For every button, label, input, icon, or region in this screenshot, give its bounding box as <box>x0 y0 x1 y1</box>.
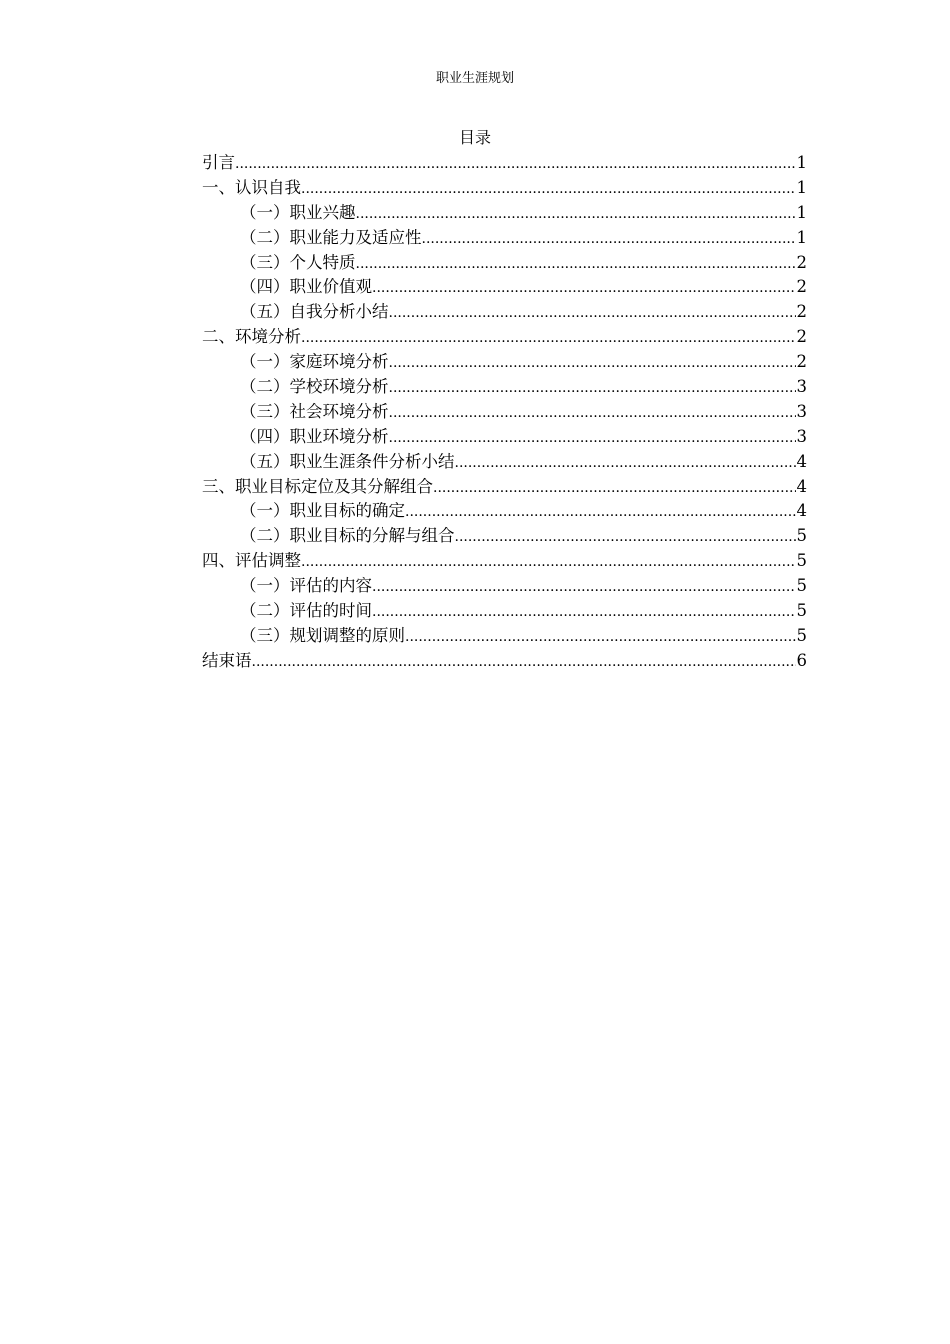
toc-entry-title: （三）规划调整的原则 <box>240 625 405 645</box>
toc-dot-leader <box>389 301 796 326</box>
page-header: 职业生涯规划 <box>435 71 514 86</box>
toc-entry-page: 4 <box>796 501 807 521</box>
toc-entry-page: 5 <box>796 551 807 571</box>
toc-entry-page: 1 <box>796 153 807 172</box>
toc-entry[interactable] <box>202 524 807 549</box>
toc-entry-title: （三）个人特质 <box>240 252 356 272</box>
toc-entry-title: （一）家庭环境分析 <box>240 352 389 372</box>
toc-entry[interactable] <box>202 350 807 375</box>
toc-entry-page: 2 <box>796 327 807 347</box>
toc-dot-leader <box>372 575 796 600</box>
toc-dot-leader <box>356 252 796 277</box>
toc-entry-title: （四）职业价值观 <box>240 277 372 297</box>
toc-dot-leader <box>372 600 796 625</box>
toc-entry[interactable] <box>202 226 807 251</box>
toc-dot-leader <box>235 152 796 177</box>
toc-dot-leader <box>389 376 796 401</box>
toc-dot-leader <box>405 500 796 525</box>
toc-entry-page: 5 <box>796 625 807 645</box>
toc-entry-page: 1 <box>796 227 807 247</box>
toc-entry-title: （二）职业目标的分解与组合 <box>240 526 455 546</box>
toc-entry-page: 2 <box>796 352 807 372</box>
toc-entry[interactable] <box>202 275 807 300</box>
toc-entry[interactable] <box>202 325 807 350</box>
toc-entry-title: 一、认识自我 <box>202 177 301 197</box>
toc-entry-page: 1 <box>796 202 807 222</box>
toc-entry-title: 三、职业目标定位及其分解组合 <box>202 476 433 496</box>
toc-entry-title: 二、环境分析 <box>202 327 301 347</box>
toc-entry[interactable] <box>202 425 807 450</box>
toc-entry-title: 四、评估调整 <box>202 551 301 571</box>
toc-entry-title: （一）职业目标的确定 <box>240 501 405 521</box>
toc-dot-leader <box>301 326 796 351</box>
toc-dot-leader <box>301 177 796 202</box>
table-of-contents <box>202 151 807 674</box>
toc-entry-page: 5 <box>796 526 807 546</box>
toc-dot-leader <box>252 650 796 675</box>
toc-entry-title: （二）学校环境分析 <box>240 377 389 397</box>
toc-entry[interactable] <box>202 450 807 475</box>
toc-entry[interactable] <box>202 375 807 400</box>
toc-entry-title: （五）职业生涯条件分析小结 <box>240 451 455 471</box>
toc-dot-leader <box>389 351 796 376</box>
toc-entry[interactable] <box>202 176 807 201</box>
toc-entry-title: （二）职业能力及适应性 <box>240 227 422 247</box>
toc-dot-leader <box>433 476 796 501</box>
toc-entry-page: 3 <box>796 426 807 446</box>
toc-entry-page: 4 <box>796 476 807 496</box>
toc-entry-title: （五）自我分析小结 <box>240 302 389 322</box>
toc-entry[interactable] <box>202 151 807 176</box>
toc-entry[interactable] <box>202 251 807 276</box>
toc-entry[interactable] <box>202 475 807 500</box>
toc-dot-leader <box>422 227 796 252</box>
toc-entry[interactable] <box>202 574 807 599</box>
toc-entry[interactable] <box>202 624 807 649</box>
toc-entry-page: 1 <box>796 177 807 197</box>
toc-entry-page: 6 <box>796 650 807 670</box>
toc-entry-page: 5 <box>796 601 807 621</box>
toc-dot-leader <box>455 451 796 476</box>
toc-entry-page: 4 <box>796 451 807 471</box>
toc-dot-leader <box>405 625 796 650</box>
toc-entry-title: （二）评估的时间 <box>240 601 372 621</box>
toc-dot-leader <box>455 525 796 550</box>
toc-title: 目录 <box>458 128 491 147</box>
toc-entry[interactable] <box>202 599 807 624</box>
toc-entry[interactable] <box>202 499 807 524</box>
toc-entry-title: 结束语 <box>202 650 252 670</box>
toc-entry-title: （一）职业兴趣 <box>240 202 356 222</box>
toc-dot-leader <box>356 202 796 227</box>
toc-entry[interactable] <box>202 201 807 226</box>
toc-entry-title: （三）社会环境分析 <box>240 401 389 421</box>
toc-dot-leader <box>389 401 796 426</box>
toc-entry-title: （一）评估的内容 <box>240 576 372 596</box>
toc-entry-page: 3 <box>796 401 807 421</box>
toc-entry[interactable] <box>202 300 807 325</box>
toc-dot-leader <box>301 550 796 575</box>
toc-entry[interactable] <box>202 549 807 574</box>
toc-entry-title: （四）职业环境分析 <box>240 426 389 446</box>
toc-entry-page: 2 <box>796 302 807 322</box>
toc-dot-leader <box>372 276 796 301</box>
toc-entry-page: 5 <box>796 576 807 596</box>
toc-entry-page: 2 <box>796 277 807 297</box>
toc-entry-page: 2 <box>796 252 807 272</box>
toc-entry[interactable] <box>202 649 807 674</box>
toc-dot-leader <box>389 426 796 451</box>
toc-entry[interactable] <box>202 400 807 425</box>
toc-entry-title: 引言 <box>202 153 235 172</box>
toc-entry-page: 3 <box>796 377 807 397</box>
